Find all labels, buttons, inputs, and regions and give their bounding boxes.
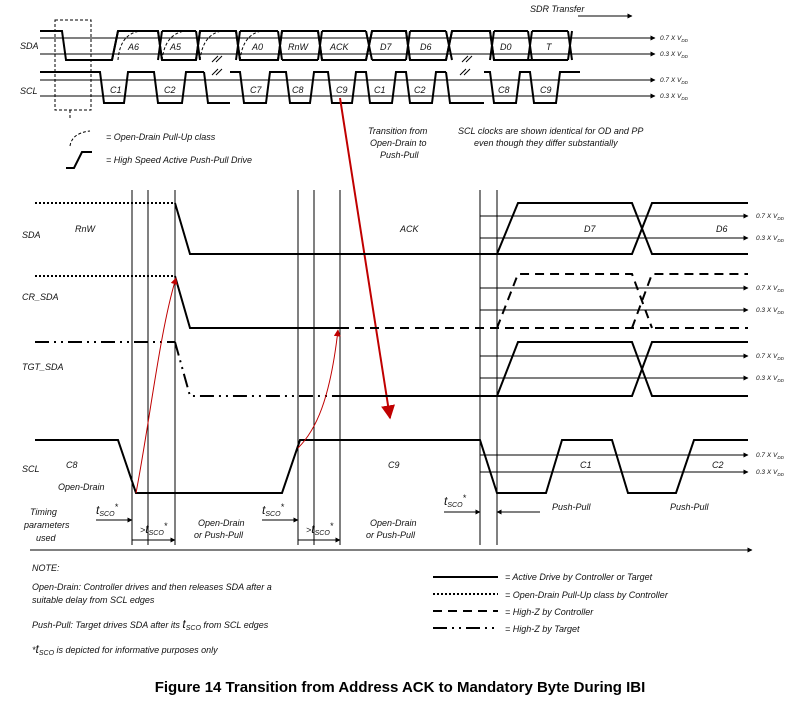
gt-tsco-label-2: $>t_{SCO}*$ <box>306 521 334 537</box>
overview-clock-c9: C9 <box>336 85 348 95</box>
tsco-arrow-1 <box>136 278 176 493</box>
level-labels <box>756 213 785 477</box>
svg-text:Open-Drain: Open-Drain <box>370 518 417 528</box>
overview-clock-c7: C7 <box>250 85 262 95</box>
tgt-sda-label: TGT_SDA <box>22 362 64 372</box>
svg-text:parameters: parameters <box>24 520 70 530</box>
overview-bit-rnw: RnW <box>288 42 308 52</box>
tsco-label-1: $t_{SCO}*$ <box>96 502 119 518</box>
scl-signal <box>22 440 748 493</box>
tsco-label-2: $t_{SCO}*$ <box>262 502 285 518</box>
overview-clock-c8: C8 <box>292 85 304 95</box>
overview-clock-c1b: C1 <box>374 85 386 95</box>
overview-scl-label: SCL <box>20 86 38 96</box>
cr-sda-signal <box>22 274 748 328</box>
overview-sda-hi-level: 0.7 X $V_{DD}$ <box>660 35 688 43</box>
scl-open-drain: Open-Drain <box>58 482 105 492</box>
overview-diagram <box>20 4 689 120</box>
scl-c1: C1 <box>580 460 592 470</box>
svg-text:0.7 X VDD: 0.7 X $V_{DD}$ <box>756 285 784 293</box>
sdr-transfer-label: SDR Transfer <box>530 4 585 14</box>
svg-text:0.3 X VDD: 0.3 X $V_{DD}$ <box>756 307 784 315</box>
scl-c8: C8 <box>66 460 78 470</box>
figure-caption: Figure 14 Transition from Address ACK to Mandatory Byte During IBI <box>154 679 646 696</box>
sda-ack: ACK <box>400 224 419 234</box>
scl-label: SCL <box>22 464 40 474</box>
overview-clock-c1: C1 <box>110 85 122 95</box>
svg-text:= Open-Drain Pull-Up class by: = Open-Drain Pull-Up class by Controller <box>505 590 668 600</box>
svg-text:Push-Pull: Push-Pull <box>380 150 419 160</box>
overview-scl-lo-level: 0.3 X $V_{DD}$ <box>660 93 688 101</box>
open-drain-legend-text: = Open-Drain Pull-Up class <box>106 132 216 142</box>
bottom-legend <box>433 572 669 634</box>
overview-clock-c8b: C8 <box>498 85 510 95</box>
top-legend <box>66 131 252 168</box>
open-drain-legend-icon <box>70 131 90 146</box>
overview-bit-a6: A6 <box>128 42 140 52</box>
svg-text:Push-Pull: Push-Pull <box>670 502 709 512</box>
overview-bit-t: T <box>546 42 552 52</box>
overview-bit-d7: D7 <box>380 42 392 52</box>
svg-text:*tSCO is depicted for informat: $*t_{SCO}$ is depicted for informative purposes only <box>32 642 218 657</box>
sda-d7: D7 <box>584 224 596 234</box>
svg-text:0.7 X VDD: 0.7 X $V_{DD}$ <box>756 452 784 460</box>
overview-clock-c9b: C9 <box>540 85 552 95</box>
svg-text:0.3 X VDD: 0.3 X $V_{DD}$ <box>756 235 784 243</box>
svg-text:0.7 X VDD: 0.7 X $V_{DD}$ <box>756 353 784 361</box>
transition-annotation <box>368 126 643 160</box>
overview-scl-hi-level: 0.7 X $V_{DD}$ <box>660 77 688 85</box>
sda-rnw: RnW <box>75 224 95 234</box>
svg-text:0.3 X VDD: 0.3 X $V_{DD}$ <box>756 469 784 477</box>
overview-sda-label: SDA <box>20 41 39 51</box>
svg-text:0.3 X VDD: 0.3 X $V_{DD}$ <box>756 375 784 383</box>
svg-text:Push-Pull: Target drives SDA a: Push-Pull: Target drives SDA after its $t_{SCO}$ from SCL edges <box>32 617 269 632</box>
scl-c9: C9 <box>388 460 400 470</box>
overview-bit-a5: A5 <box>170 42 182 52</box>
timing-parameters <box>23 493 710 543</box>
svg-text:or Push-Pull: or Push-Pull <box>194 530 244 540</box>
cr-sda-label: CR_SDA <box>22 292 59 302</box>
overview-bit-a0: A0 <box>252 42 264 52</box>
sda-signal <box>22 203 748 254</box>
svg-text:= High-Z by Target: = High-Z by Target <box>505 624 580 634</box>
svg-text:or Push-Pull: or Push-Pull <box>366 530 416 540</box>
overview-bit-d0: D0 <box>500 42 512 52</box>
svg-text:used: used <box>36 533 56 543</box>
notes <box>32 563 272 657</box>
push-pull-legend-icon <box>66 152 92 168</box>
svg-text:Transition from: Transition from <box>368 126 428 136</box>
push-pull-legend-text: = High Speed Active Push-Pull Drive <box>106 155 252 165</box>
svg-text:Open-Drain: Controller drives: Open-Drain: Controller drives and then releases SDA after a <box>32 582 272 592</box>
gt-tsco-label-1: $>t_{SCO}*$ <box>140 521 168 537</box>
sda-d6: D6 <box>716 224 728 234</box>
svg-text:NOTE:: NOTE: <box>32 563 60 573</box>
svg-text:0.7 X VDD: 0.7 X $V_{DD}$ <box>756 213 784 221</box>
overview-bit-d6: D6 <box>420 42 432 52</box>
tsco-arrow-2 <box>298 330 338 448</box>
svg-text:Open-Drain to: Open-Drain to <box>370 138 427 148</box>
overview-clock-c2b: C2 <box>414 85 426 95</box>
scl-c2: C2 <box>712 460 724 470</box>
svg-text:suitable delay from SCL edges: suitable delay from SCL edges <box>32 595 155 605</box>
svg-text:Push-Pull: Push-Pull <box>552 502 591 512</box>
svg-text:even though they differ substa: even though they differ substantially <box>474 138 618 148</box>
tsco-label-3: $t_{SCO}*$ <box>444 493 467 509</box>
overview-sda-lo-level: 0.3 X $V_{DD}$ <box>660 51 688 59</box>
svg-text:= Active Drive by Controller o: = Active Drive by Controller or Target <box>505 572 653 582</box>
overview-bit-ack: ACK <box>330 42 349 52</box>
svg-text:Timing: Timing <box>30 507 57 517</box>
svg-text:SCL clocks are shown identical: SCL clocks are shown identical for OD and PP <box>458 126 644 136</box>
sda-label: SDA <box>22 230 41 240</box>
overview-clock-c2: C2 <box>164 85 176 95</box>
svg-text:= High-Z by Controller: = High-Z by Controller <box>505 607 594 617</box>
svg-text:Open-Drain: Open-Drain <box>198 518 245 528</box>
